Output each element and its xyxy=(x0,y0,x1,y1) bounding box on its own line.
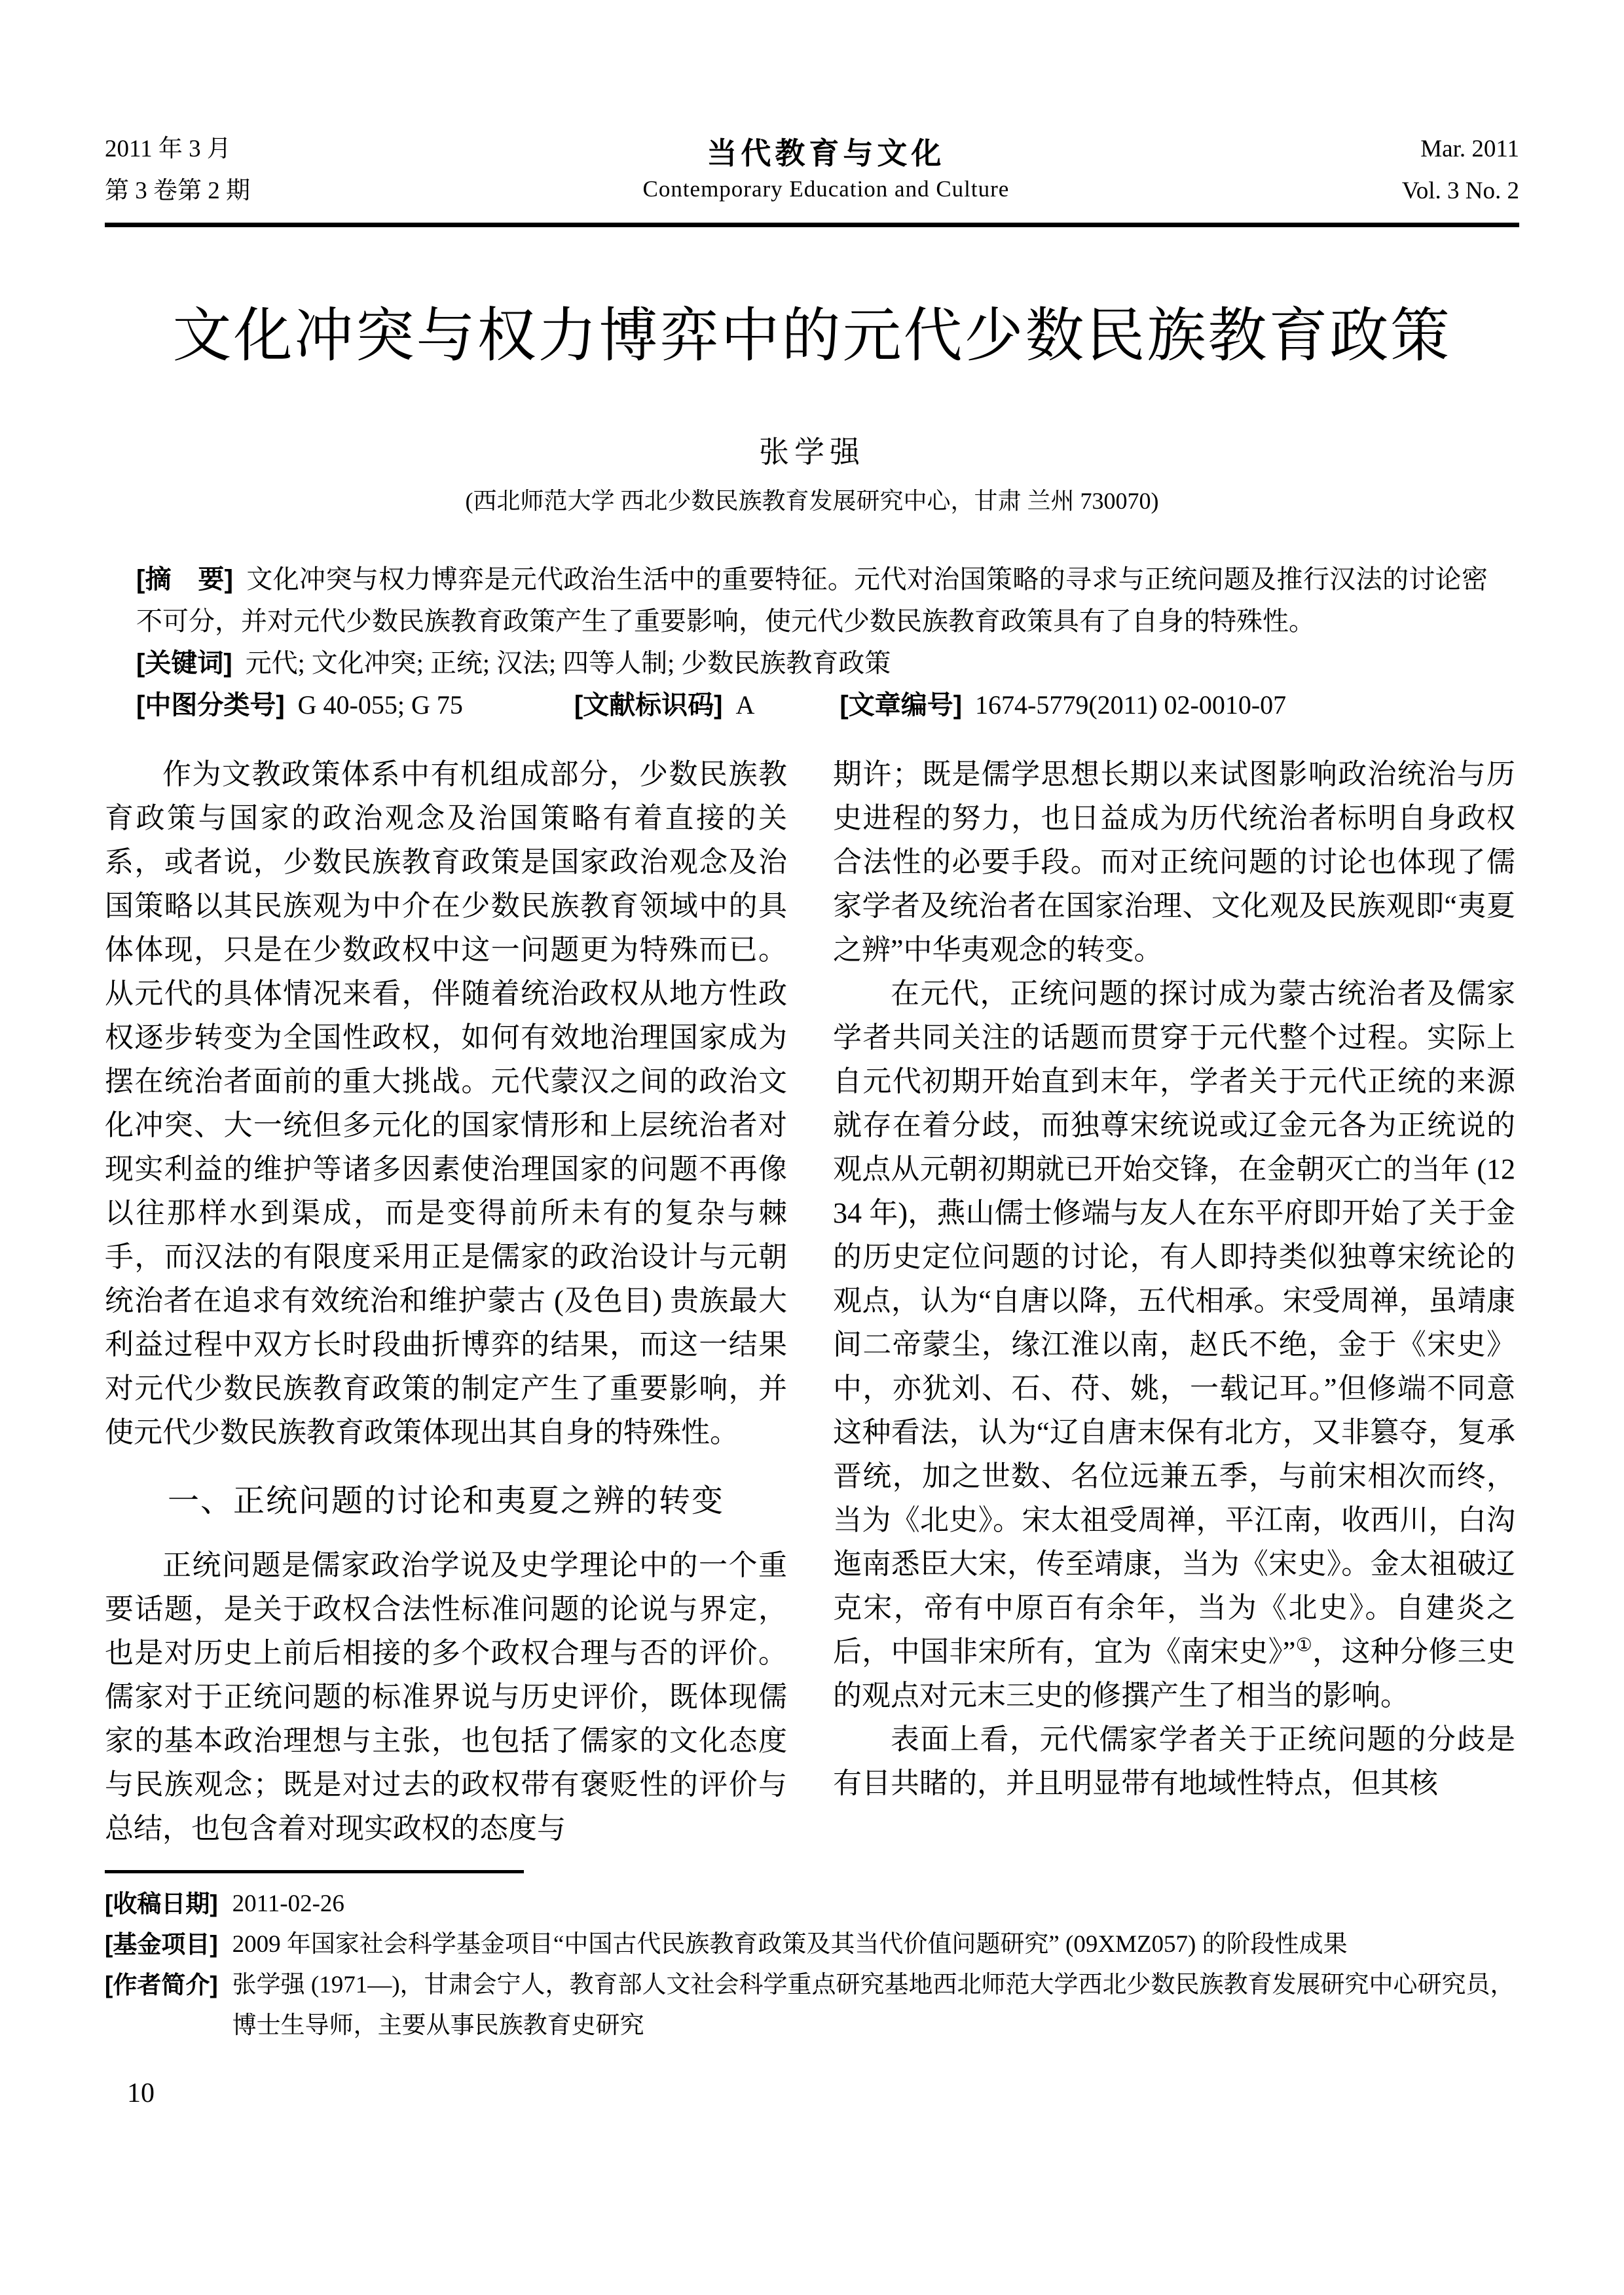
clc-segment xyxy=(136,684,463,726)
article-affiliation: (西北师范大学 西北少数民族教育发展研究中心，甘肃 兰州 730070) xyxy=(465,488,1159,514)
classification-line xyxy=(136,684,1488,726)
section-heading: 一、正统问题的讨论和夷夏之辨的转变 xyxy=(167,1484,724,1518)
footnote-label: [作者简介] xyxy=(105,1972,218,1998)
journal-title-block xyxy=(250,134,1402,206)
article-id-label: [文章编号] xyxy=(840,691,963,720)
header-divider xyxy=(105,223,1519,227)
body-paragraph: 正统问题是儒家政治学说及史学理论中的一个重要话题，是关于政权合法性标准问题的论说与界定，也是对历史上前后相接的多个政权合理与否的评价。儒家对于正统问题的标准界说与历史评价，既体现儒家的基本政治理想与主张，也包括了儒家的文化态度与民族观念；既是对过去的政权带有褒贬性的评价与总结，也包含着对现实政权的态度与 xyxy=(105,1549,787,1845)
clc-value: G 40-055; G 75 xyxy=(297,690,463,720)
footnote-text: 2009 年国家社会科学基金项目“中国古代民族教育政策及其当代价值问题研究” (09XMZ057) 的阶段性成果 xyxy=(232,1931,1348,1958)
header-issue-en xyxy=(1402,128,1519,212)
footnote xyxy=(105,1924,1519,1965)
journal-date-en: Mar. 2011 xyxy=(1420,136,1519,162)
body-column-right xyxy=(833,752,1515,1850)
keywords-text: 元代; 文化冲突; 正统; 汉法; 四等人制; 少数民族教育政策 xyxy=(245,648,891,678)
footnote-divider xyxy=(105,1870,524,1873)
body-paragraph: 期许；既是儒学思想长期以来试图影响政治统治与历史进程的努力，也日益成为历代统治者标明自身政权合法性的必要手段。而对正统问题的讨论也体现了儒家学者及统治者在国家治理、文化观及民族观即“夷夏之辨”中华夷观念的转变。 xyxy=(833,758,1515,966)
journal-title-cn: 当代教育与文化 xyxy=(707,136,946,170)
article-id-value: 1674-5779(2011) 02-0010-07 xyxy=(975,690,1287,720)
journal-header xyxy=(105,128,1519,212)
doc-code-value: A xyxy=(735,690,755,720)
footnote-text: 2011-02-26 xyxy=(232,1890,344,1917)
footnote xyxy=(105,1884,1519,1924)
journal-volume-en: Vol. 3 No. 2 xyxy=(1401,177,1519,204)
doc-code-segment xyxy=(574,684,755,726)
article-title: 文化冲突与权力博弈中的元代少数民族教育政策 xyxy=(172,304,1452,369)
doc-code-label: [文献标识码] xyxy=(574,691,723,720)
journal-volume-cn: 第 3 卷第 2 期 xyxy=(105,177,250,204)
footnotes-block xyxy=(105,1884,1519,2046)
abstract-label: [摘 要] xyxy=(136,565,234,594)
article-id-segment xyxy=(840,684,1286,726)
abstract-text: 文化冲突与权力博弈是元代政治生活中的重要特征。元代对治国策略的寻求与正统问题及推行汉法的讨论密不可分，并对元代少数民族教育政策产生了重要影响，使元代少数民族教育政策具有了自身的特殊性。 xyxy=(136,564,1488,636)
keywords-label: [关键词] xyxy=(136,649,232,678)
body-paragraph: 作为文教政策体系中有机组成部分，少数民族教育政策与国家的政治观念及治国策略有着直接的关系，或者说，少数民族教育政策是国家政治观念及治国策略以其民族观为中介在少数民族教育领域中的具体体现，只是在少数政权中这一问题更为特殊而已。从元代的具体情况来看，伴随着统治政权从地方性政权逐步转变为全国性政权，如何有效地治理国家成为摆在统治者面前的重大挑战。元代蒙汉之间的政治文化冲突、大一统但多元化的国家情形和上层统治者对现实利益的维护等诸多因素使治理国家的问题不再像以往那样水到渠成，而是变得前所未有的复杂与棘手，而汉法的有限度采用正是儒家的政治设计与元朝统治者在追求有效统治和维护蒙古 (及色目) 贵族最大利益过程中双方长时段曲折博弈的结果，而这一结果对元代少数民族教育政策的制定产生了重要影响，并使元代少数民族教育政策体现出其自身的特殊性。 xyxy=(105,758,787,1448)
abstract-block xyxy=(136,559,1488,726)
footnote-label: [收稿日期] xyxy=(105,1890,218,1917)
clc-label: [中图分类号] xyxy=(136,691,285,720)
article-author: 张学强 xyxy=(759,435,865,469)
abstract-paragraph xyxy=(136,559,1488,642)
article-body xyxy=(105,752,1519,1850)
keywords-line xyxy=(136,642,1488,684)
header-issue-cn xyxy=(105,128,250,212)
footnote-text: 张学强 (1971—)，甘肃会宁人，教育部人文社会科学重点研究基地西北师范大学西北少数民族教育发展研究中心研究员，博士生导师，主要从事民族教育史研究 xyxy=(232,1972,1515,2039)
journal-title-en: Contemporary Education and Culture xyxy=(642,176,1010,202)
page-number: 10 xyxy=(127,2078,155,2108)
body-paragraph: 表面上看，元代儒家学者关于正统问题的分歧是有目共睹的，并且明显带有地域性特点，但其核 xyxy=(833,1723,1515,1799)
body-column-left xyxy=(105,752,787,1850)
footnote-ref-1: ① xyxy=(1295,1635,1313,1656)
footnote-label: [基金项目] xyxy=(105,1931,218,1958)
journal-date-cn: 2011 年 3 月 xyxy=(105,136,231,162)
footnote xyxy=(105,1965,1519,2046)
body-paragraph: 在元代，正统问题的探讨成为蒙古统治者及儒家学者共同关注的话题而贯穿于元代整个过程。实际上自元代初期开始直到末年，学者关于元代正统的来源就存在着分歧，而独尊宋统说或辽金元各为正统说的观点从元朝初期就已开始交锋，在金朝灭亡的当年 (1234 年)，燕山儒士修端与友人在东平府即开始了关于金的历史定位问题的讨论，有人即持类似独尊宋统论的观点，认为“自唐以降，五代相承。宋受周禅，虽靖康间二帝蒙尘，缘江淮以南，赵氏不绝，金于《宋史》中，亦犹刘、石、苻、姚，一载记耳。”但修端不同意这种看法，认为“辽自唐末保有北方，又非篡夺，复承晋统，加之世数、名位远兼五季，与前宋相次而终，当为《北史》。宋太祖受周禅，平江南，收西川，白沟迤南悉臣大宋，传至靖康，当为《宋史》。金太祖破辽克宋，帝有中原百有余年，当为《北史》。自建炎之后，中国非宋所有，宜为《南宋史》”①，这种分修三史的观点对元末三史的修撰产生了相当的影响。 xyxy=(833,978,1515,1712)
